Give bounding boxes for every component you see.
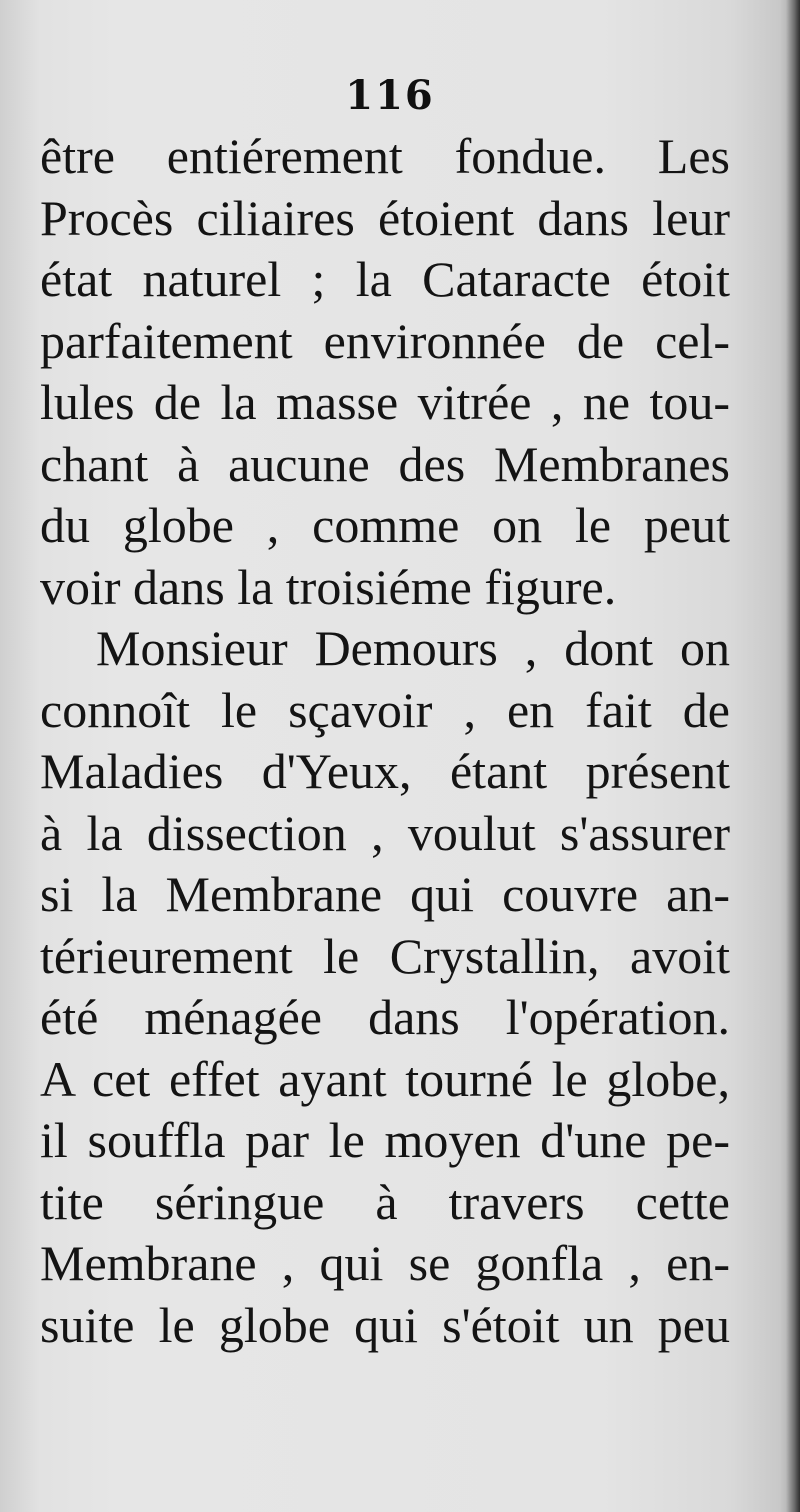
text-line: Maladies d'Yeux, étant présent	[40, 743, 730, 799]
text-line: être entiérement fondue. Les	[40, 128, 730, 184]
text-line: du globe , comme on le peut	[40, 497, 730, 553]
text-line: A cet effet ayant tourné le globe,	[40, 1050, 730, 1107]
body-text	[40, 126, 730, 1356]
text-line: suite le globe qui s'étoit un peu	[40, 1296, 730, 1353]
text-line: chant à aucune des Membranes	[40, 435, 730, 492]
text-line: à la dissection , voulut s'assurer	[40, 804, 730, 861]
text-line: tite séringue à travers cette	[40, 1173, 730, 1230]
text-line: il souffla par le moyen d'une pe-	[40, 1112, 730, 1168]
text-line: connoît le sçavoir , en fait de	[40, 681, 730, 738]
page-edge-shadow	[786, 0, 800, 1512]
text-line: Procès ciliaires étoient dans leur	[40, 189, 730, 246]
text-line: état naturel ; la Cataracte étoit	[40, 251, 730, 307]
text-line: été ménagée dans l'opération.	[40, 989, 730, 1045]
text-line: térieurement le Crystallin, avoit	[40, 927, 730, 984]
page-number: 116	[345, 72, 435, 119]
text-line: parfaitement environnée de cel-	[40, 312, 730, 369]
text-line: voir dans la troisiéme figure.	[40, 558, 617, 615]
text-line: Membrane , qui se gonfla , en-	[40, 1235, 730, 1291]
text-line: si la Membrane qui couvre an-	[40, 866, 730, 922]
text-line: lules de la masse vitrée , ne tou-	[40, 374, 730, 430]
paragraph-start-line: Monsieur Demours , dont on	[96, 620, 730, 676]
